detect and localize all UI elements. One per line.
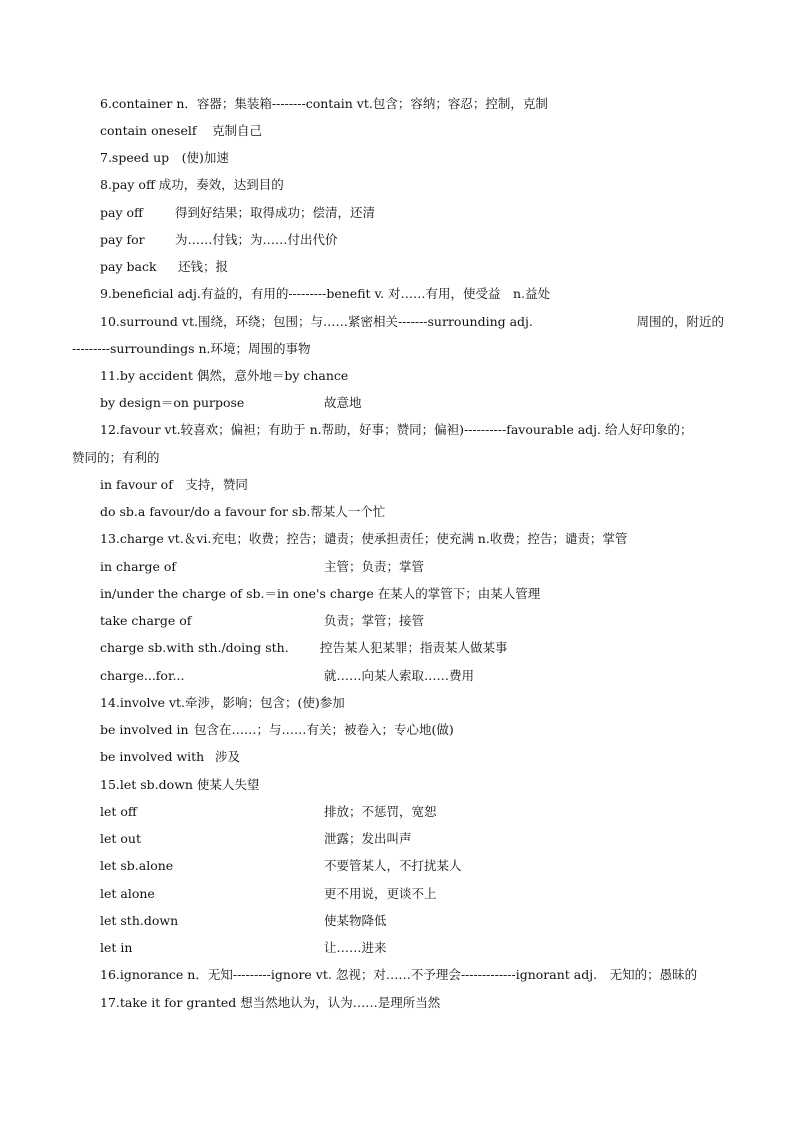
entry-in-charge-of: in charge of 主管；负责；掌管 [100,559,425,574]
entry-ignorance: 16.ignorance n．无知---------ignore vt. 忽视；对……不予理会-------------ignorant adj. 无知的；愚昧的 [100,967,698,982]
entry-be-involved-in: be involved in 包含在……；与……有关；被卷入；专心地(做) [100,722,454,737]
entry-let-alone: let alone 更不用说，更谈不上 [100,886,437,901]
entry-let-out: let out 泄露；发出叫声 [100,831,412,846]
entry-pay-off-sub: pay off 得到好结果；取得成功；偿清，还清 [100,205,376,220]
entry-beneficial: 9.beneficial adj.有益的，有用的---------benefit v. 对……有用，使受益 n.益处 [100,286,551,301]
entry-take-charge-of: take charge of 负责；掌管；接管 [100,613,425,628]
entry-charge: 13.charge vt.＆vi.充电；收费；控告；谴责；使承担责任；使充满 n.收费；控告；谴责；掌管 [100,531,628,546]
entry-by-accident: 11.by accident 偶然，意外地＝by chance [100,368,349,383]
entry-let-off: let off 排放；不惩罚，宽恕 [100,804,437,819]
entry-do-sb-a-favour: do sb.a favour/do a favour for sb.帮某人一个忙 [100,504,386,519]
entry-pay-back: pay back 还钱；报 [100,259,229,274]
entry-take-it-for-granted: 17.take it for granted 想当然地认为，认为……是理所当然 [100,995,441,1010]
entry-pay-for: pay for 为……付钱；为……付出代价 [100,232,338,247]
entry-contain-oneself: contain oneself 克制自己 [100,123,263,138]
entry-favour-cont: 赞同的；有利的 [72,450,160,465]
entry-favour: 12.favour vt.较喜欢；偏袒；有助于 n.帮助，好事；赞同；偏袒)----------favourable adj. 给人好印象的； [100,422,693,437]
entry-let-sb-down: 15.let sb.down 使某人失望 [100,777,260,792]
entry-surroundings: ---------surroundings n.环境；周围的事物 [72,341,311,356]
entry-by-design: by design＝on purpose 故意地 [100,395,362,410]
entry-under-the-charge: in/under the charge of sb.＝in one's charge 在某人的掌管下；由某人管理 [100,586,541,601]
entry-be-involved-with: be involved with 涉及 [100,749,241,764]
entry-in-favour-of: in favour of 支持，赞同 [100,477,248,492]
entry-pay-off: 8.pay off 成功，奏效，达到目的 [100,177,284,192]
entry-container: 6.container n．容器；集装箱--------contain vt.包含；容纳；容忍；控制，克制 [100,96,548,111]
entry-speed-up: 7.speed up (使)加速 [100,150,229,165]
entry-involve: 14.involve vt.牵涉，影响；包含；(使)参加 [100,695,345,710]
entry-surround: 10.surround vt.围绕，环绕；包围；与……紧密相关-------surrounding adj. 周围的，附近的 [100,314,724,329]
entry-charge-sb-with: charge sb.with sth./doing sth. 控告某人犯某罪；指责某人做某事 [100,640,508,655]
entry-let-sb-alone: let sb.alone 不要管某人，不打扰某人 [100,858,462,873]
entry-charge-for: charge...for... 就……向某人索取……费用 [100,668,475,683]
entry-let-in: let in 让……进来 [100,940,387,955]
entry-let-sth-down: let sth.down 使某物降低 [100,913,387,928]
